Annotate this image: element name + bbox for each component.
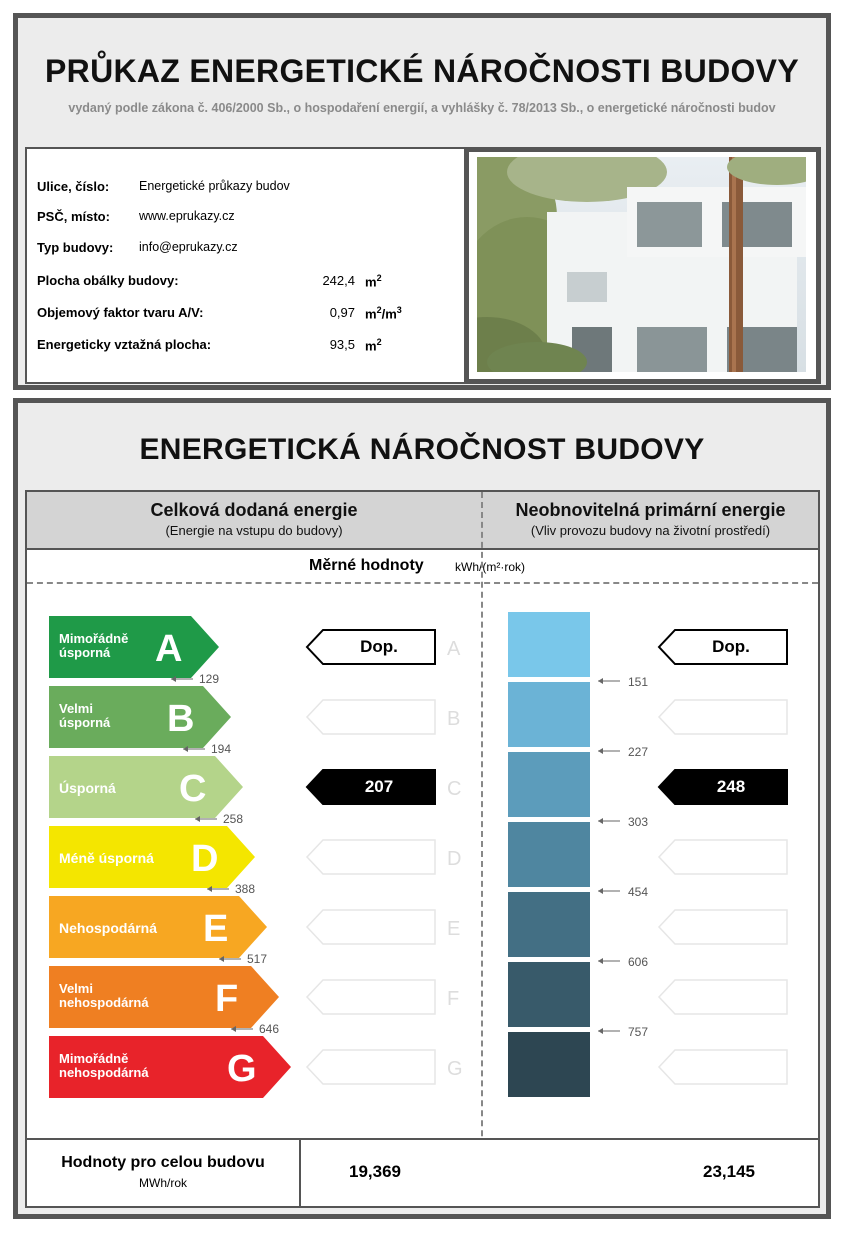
primary-energy-value-marker-text: 248 <box>716 777 746 796</box>
left-outline-arrow-f <box>307 980 435 1014</box>
limit-left-d: 388 <box>235 882 256 896</box>
right-outline-arrow-f <box>659 980 787 1014</box>
envelope-value: 242,4 <box>322 273 355 288</box>
right-outline-arrow-g <box>659 1050 787 1084</box>
limit-right-e: 606 <box>628 955 649 969</box>
class-c-letter: C <box>179 768 207 810</box>
class-f-letter: F <box>215 978 239 1020</box>
reference-area-row <box>37 337 382 354</box>
limit-left-c: 258 <box>223 812 244 826</box>
total-primary-energy: 23,145 <box>703 1162 755 1181</box>
class-b-label-line2: úsporná <box>59 715 111 730</box>
shape-factor-label: Objemový faktor tvaru A/V: <box>37 305 204 320</box>
limit-right-e-arrowhead <box>598 958 603 964</box>
psc-label: PSČ, místo: <box>37 209 110 224</box>
building-totals-label: Hodnoty pro celou budovu <box>61 1154 265 1171</box>
primary-energy-subtitle: (Vliv provozu budovy na životní prostředí) <box>530 523 771 538</box>
reference-area-value: 93,5 <box>329 337 355 352</box>
delivered-energy-value-marker <box>307 770 435 804</box>
limit-right-c: 303 <box>628 815 649 829</box>
class-g-label-line2: nehospodárná <box>59 1065 149 1080</box>
type-row <box>37 240 238 255</box>
energy-rating-grid <box>25 490 820 1208</box>
primary-reference-marker-text: Dop. <box>712 637 750 656</box>
right-outline-arrow-e <box>659 910 787 944</box>
class-row-f <box>49 962 787 1039</box>
class-d-label: Méně úsporná <box>59 850 154 866</box>
totals-separator <box>299 1140 301 1206</box>
primary-scale-bar-g <box>508 1032 590 1097</box>
limit-right-a-arrowhead <box>598 678 603 684</box>
left-ghost-letter-b: B <box>447 708 461 730</box>
reference-area-unit: $m^2$ <box>365 337 382 354</box>
type-label: Typ budovy: <box>37 240 114 255</box>
primary-scale-bar-b <box>508 682 590 747</box>
delivered-reference-marker <box>307 630 435 664</box>
type-value: info@eprukazy.cz <box>139 240 238 254</box>
class-c-label: Úsporná <box>59 780 116 796</box>
street-row <box>37 179 290 194</box>
building-totals-row <box>27 1138 818 1206</box>
class-d-letter: D <box>191 838 219 880</box>
delivered-energy-title: Celková dodaná energie <box>150 500 358 520</box>
limit-left-e: 517 <box>247 952 268 966</box>
limit-left-a: 129 <box>199 672 220 686</box>
shape-factor-unit: $m^2/m^3$ <box>365 305 402 322</box>
limit-right-c-arrowhead <box>598 818 603 824</box>
limit-right-b-arrowhead <box>598 748 603 754</box>
limit-right-a: 151 <box>628 675 649 689</box>
class-a-label-line2: úsporná <box>59 645 111 660</box>
certificate-header-section <box>13 13 831 390</box>
class-f-label-line2: nehospodárná <box>59 995 149 1010</box>
class-a-label-line1: Mimořádně <box>59 631 129 646</box>
class-row-b <box>49 682 787 759</box>
page-title: PRŮKAZ ENERGETICKÉ NÁROČNOSTI BUDOVY <box>45 53 799 89</box>
delivered-energy-value-marker-text: 207 <box>364 777 394 796</box>
energy-section-title: ENERGETICKÁ NÁROČNOST BUDOVY <box>139 433 705 466</box>
primary-scale-bar-a <box>508 612 590 677</box>
total-delivered-energy: 19,369 <box>349 1162 401 1181</box>
psc-value: www.eprukazy.cz <box>139 209 235 223</box>
primary-scale-bar-c <box>508 752 590 817</box>
building-info-panel <box>25 147 471 384</box>
building-photo <box>477 157 806 372</box>
left-ghost-letter-c: C <box>447 778 462 800</box>
psc-row <box>37 209 235 224</box>
class-b-letter: B <box>167 698 195 740</box>
building-totals-unit: MWh/rok <box>139 1176 187 1190</box>
left-outline-arrow-g <box>307 1050 435 1084</box>
limit-right-f-arrowhead <box>598 1028 603 1034</box>
class-e-label: Nehospodárná <box>59 920 158 936</box>
delivered-energy-subtitle: (Energie na vstupu do budovy) <box>165 523 343 538</box>
limit-right-f: 757 <box>628 1025 649 1039</box>
primary-scale-bar-e <box>508 892 590 957</box>
left-outline-arrow-e <box>307 910 435 944</box>
envelope-row <box>37 273 382 290</box>
page-subtitle: vydaný podle zákona č. 406/2000 Sb., o hospodaření energií, a vyhlášky č. 78/2013 Sb., o energetické náročnosti budov <box>68 101 776 115</box>
class-b-label-line1: Velmi <box>59 701 93 716</box>
left-ghost-letter-e: E <box>447 918 461 940</box>
primary-scale-bar-f <box>508 962 590 1027</box>
specific-values-unit: kWh/(m²·rok) <box>455 560 525 574</box>
class-a-letter: A <box>155 628 183 670</box>
primary-scale-bar-d <box>508 822 590 887</box>
reference-area-label: Energeticky vztažná plocha: <box>37 337 212 352</box>
class-row-g <box>49 1032 787 1098</box>
street-value: Energetické průkazy budov <box>139 179 290 193</box>
left-ghost-letter-a: A <box>447 638 461 660</box>
right-outline-arrow-b <box>659 700 787 734</box>
building-photo-frame <box>464 147 821 384</box>
class-g-label-line1: Mimořádně <box>59 1051 129 1066</box>
limit-right-d: 454 <box>628 885 649 899</box>
left-outline-arrow-d <box>307 840 435 874</box>
shape-factor-value: 0,97 <box>329 305 355 320</box>
energy-performance-section <box>13 398 831 1219</box>
class-e-letter: E <box>203 908 229 950</box>
limit-right-b: 227 <box>628 745 649 759</box>
limit-right-d-arrowhead <box>598 888 603 894</box>
specific-values-label: Měrné hodnoty <box>309 557 424 574</box>
primary-energy-value-marker <box>659 770 787 804</box>
right-outline-arrow-d <box>659 840 787 874</box>
class-g-letter: G <box>227 1048 257 1090</box>
primary-energy-title: Neobnovitelná primární energie <box>515 500 786 520</box>
left-ghost-letter-f: F <box>447 988 460 1010</box>
class-row-e <box>49 892 787 969</box>
class-row-d <box>49 822 787 899</box>
shape-factor-row <box>37 305 402 322</box>
left-ghost-letter-d: D <box>447 848 462 870</box>
envelope-label: Plocha obálky budovy: <box>37 273 179 288</box>
rating-scale <box>27 492 818 1138</box>
envelope-unit: $m^2$ <box>365 273 382 290</box>
primary-reference-marker <box>659 630 787 664</box>
class-f-label-line1: Velmi <box>59 981 93 996</box>
street-label: Ulice, číslo: <box>37 179 110 194</box>
left-outline-arrow-b <box>307 700 435 734</box>
left-ghost-letter-g: G <box>447 1058 463 1080</box>
delivered-reference-marker-text: Dop. <box>360 637 398 656</box>
limit-left-f: 646 <box>259 1022 280 1036</box>
limit-left-b: 194 <box>211 742 232 756</box>
